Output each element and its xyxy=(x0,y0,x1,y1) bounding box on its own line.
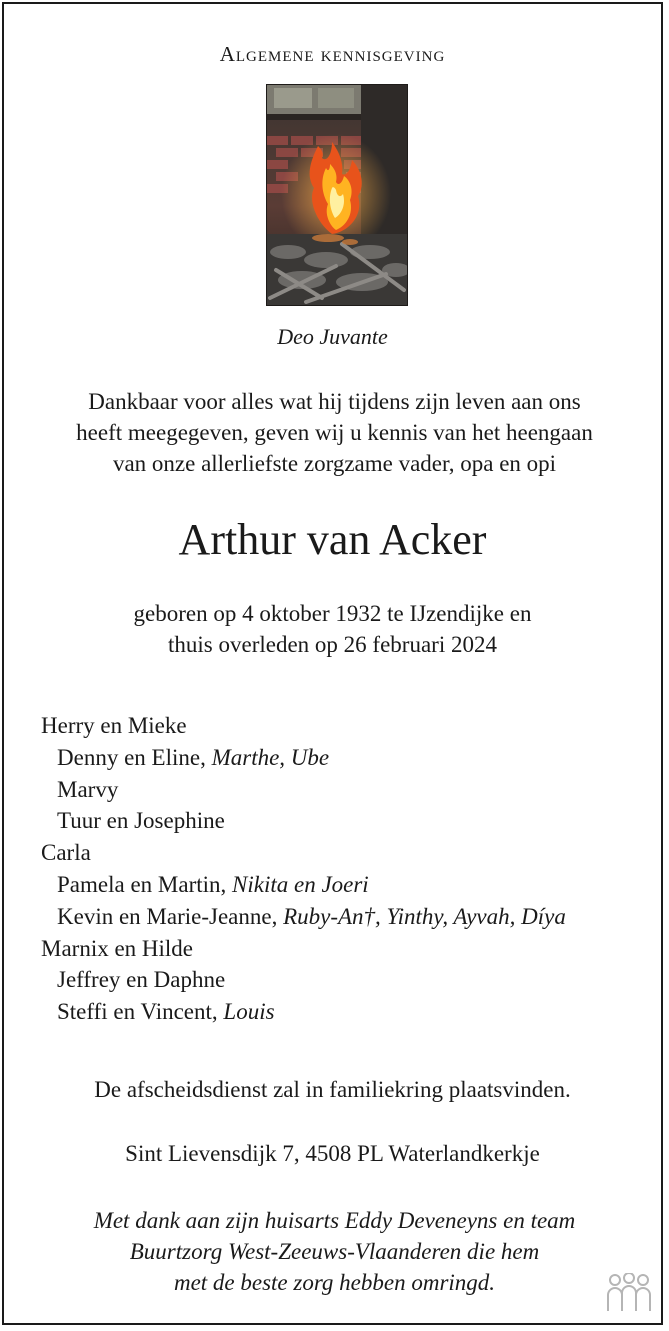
intro-line: Dankbaar voor alles wat hij tijdens zijn leven aan ons xyxy=(88,389,581,414)
family-member-children: Ruby-An†, Yinthy, Ayvah, Díya xyxy=(283,903,566,929)
family-member-name: Carla xyxy=(41,840,91,866)
family-member-name: Marvy xyxy=(57,776,119,802)
intro-line: heeft meegegeven, geven wij u kennis van het heengaan xyxy=(76,420,593,445)
family-member-row xyxy=(41,901,651,933)
obituary-card xyxy=(2,2,663,1325)
date-line: thuis overleden op 26 februari 2024 xyxy=(168,632,497,657)
family-member-row xyxy=(41,774,651,806)
family-list xyxy=(41,710,651,1028)
thanks-text xyxy=(24,1205,645,1298)
notice-heading: Algemene kennisgeving xyxy=(219,42,446,66)
thanks-line: Buurtzorg West-Zeeuws-Vlaanderen die hem xyxy=(129,1239,540,1264)
thanks-line: met de beste zorg hebben omringd. xyxy=(173,1270,496,1295)
family-member-row xyxy=(41,964,651,996)
forge-fire-photo xyxy=(266,84,408,306)
family-member-children: Marthe, Ube xyxy=(211,744,330,770)
family-member-name: Marnix en Hilde xyxy=(41,935,194,961)
family-member-row xyxy=(41,933,651,965)
family-member-name: Steffi en Vincent, xyxy=(57,999,224,1025)
thanks-line: Met dank aan zijn huisarts Eddy Deveneyns en team xyxy=(93,1208,576,1233)
family-member-name: Kevin en Marie-Jeanne, xyxy=(57,903,284,929)
family-member-row xyxy=(41,996,651,1028)
family-member-name: Tuur en Josephine xyxy=(57,808,225,834)
intro-text xyxy=(24,386,645,479)
family-member-children: Nikita en Joeri xyxy=(232,871,369,897)
date-line: geboren op 4 oktober 1932 te IJzendijke en xyxy=(133,601,532,626)
family-member-name: Jeffrey en Daphne xyxy=(57,967,226,993)
family-member-name: Denny en Eline, xyxy=(57,744,212,770)
family-member-children: Louis xyxy=(223,999,275,1025)
people-group-icon xyxy=(605,1273,653,1313)
family-member-name: Herry en Mieke xyxy=(41,713,187,738)
family-member-row xyxy=(41,837,651,869)
address: Sint Lievensdijk 7, 4508 PL Waterlandkerkje xyxy=(125,1141,540,1166)
family-member-row xyxy=(41,869,651,901)
intro-line: van onze allerliefste zorgzame vader, opa en opi xyxy=(112,451,557,476)
deceased-name: Arthur van Acker xyxy=(178,515,487,564)
family-member-row xyxy=(41,710,651,742)
birth-death-dates xyxy=(4,598,661,660)
family-member-row xyxy=(41,742,651,774)
service-notice: De afscheidsdienst zal in familiekring plaatsvinden. xyxy=(94,1077,571,1102)
motto: Deo Juvante xyxy=(277,324,388,349)
family-member-name: Pamela en Martin, xyxy=(57,871,233,897)
family-member-row xyxy=(41,805,651,837)
